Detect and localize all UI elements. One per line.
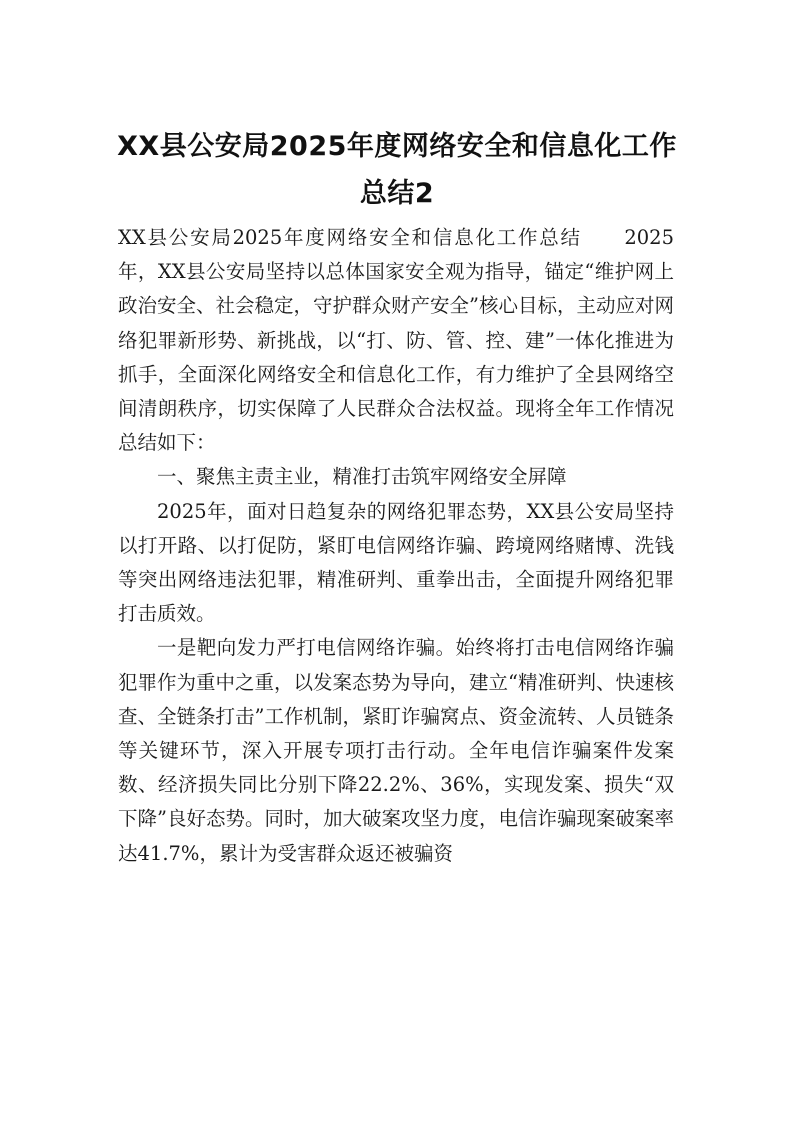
point-paragraph: 一是靶向发力严打电信网络诈骗。始终将打击电信网络诈骗犯罪作为重中之重，以发案态势为导向，建立“精准研判、快速核查、全链条打击”工作机制，紧盯诈骗窝点、资金流转、人员链条等关键环节，深入开展专项打击行动。全年电信诈骗案件发案数、经济损失同比分别下降22.2%、36%，实现发案、损失“双下降”良好态势。同时，加大破案攻坚力度，电信诈骗现案破案率达41.7%，累计为受害群众返还被骗资 bbox=[118, 636, 674, 865]
section-heading: 一、聚焦主责主业，精准打击筑牢网络安全屏障 bbox=[157, 465, 567, 489]
document-body bbox=[118, 221, 674, 871]
intro-paragraph: XX县公安局2025年度网络安全和信息化工作总结 2025年，XX县公安局坚持以总体国家安全观为指导，锚定“维护网上政治安全、社会稳定，守护群众财产安全”核心目标，主动应对网络犯罪新形势、新挑战，以“打、防、管、控、建”一体化推进为抓手，全面深化网络安全和信息化工作，有力维护了全县网络空间清朗秩序，切实保障了人民群众合法权益。现将全年工作情况总结如下： bbox=[118, 226, 674, 455]
document-title: XX县公安局2025年度网络安全和信息化工作总结2 bbox=[117, 131, 677, 209]
section-paragraph: 2025年，面对日趋复杂的网络犯罪态势，XX县公安局坚持以打开路、以打促防，紧盯电信网络诈骗、跨境网络赌博、洗钱等突出网络违法犯罪，精准研判、重拳出击，全面提升网络犯罪打击质效。 bbox=[118, 499, 674, 626]
